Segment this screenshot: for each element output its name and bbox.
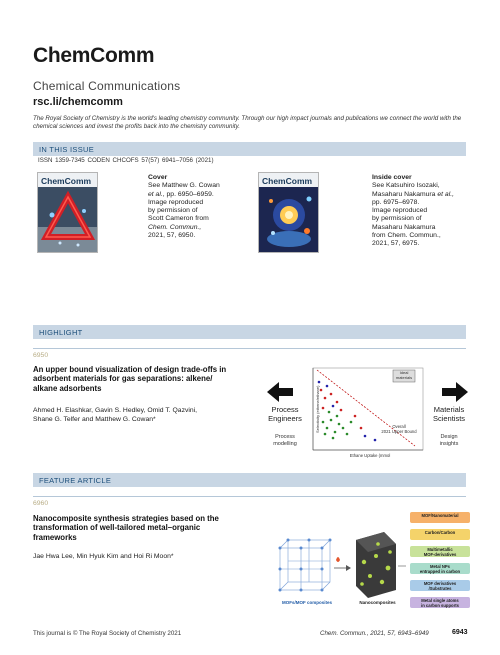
highlight-title[interactable] <box>33 365 273 393</box>
nanocomposites-caption: Nanocomposites <box>359 600 396 605</box>
feature-authors: Jae Hwa Lee, Min Hyuk Kim and Hoi Ri Moon* <box>33 553 174 560</box>
cover-caption-line: by permission of <box>148 207 198 215</box>
journal-url[interactable]: rsc.li/chemcomm <box>33 96 123 108</box>
footer-page-number: 6943 <box>452 629 468 636</box>
feature-title-line: frameworks <box>33 532 77 542</box>
section-rule <box>33 348 466 349</box>
inside-cover-caption-line: See Katsuhiro Isozaki, <box>372 182 440 190</box>
highlight-title-line: adsorbent materials for gas separations: alkene/ <box>33 374 213 384</box>
cover-caption-italic: et al. <box>148 190 163 198</box>
journal-full-name: Chemical Communications <box>33 79 181 93</box>
inside-cover-caption-line <box>372 191 472 199</box>
strategy-box <box>410 512 470 523</box>
fig-sub-line: Process <box>275 434 295 440</box>
strategy-box-line: MOF-derivatives <box>423 552 457 557</box>
feature-title-line: transformation of well-tailored metal–organic <box>33 523 201 533</box>
journal-name: ChemComm <box>33 44 155 67</box>
fig-label-line: Process <box>271 405 299 414</box>
fig-sub-line: Design <box>440 434 458 440</box>
fig-label-line: Materials <box>433 405 465 414</box>
fig-sub-line: modelling <box>273 440 297 447</box>
cover-thumbnail <box>37 172 98 253</box>
journal-tagline: The Royal Society of Chemistry is the world's leading chemistry community. Through our high impact journals and publications we connect the world with the chemical sciences and invest the profits back into the chemistry community. <box>33 115 462 130</box>
inside-cover-caption-line: Masaharu Nakamura <box>372 223 436 231</box>
strategy-box <box>410 546 470 557</box>
inside-cover-heading: Inside cover <box>372 174 412 181</box>
feature-page-number: 6960 <box>33 500 49 507</box>
cover-caption-line: 2021, 57, 6950. <box>148 232 196 240</box>
strategy-box-line: entrapped in carbon <box>419 569 461 574</box>
design-insights-label <box>428 434 470 447</box>
inside-cover-caption-line: by permission of <box>372 215 422 223</box>
process-engineers-label <box>265 406 305 423</box>
cover-artwork-triangle <box>38 187 98 253</box>
cover-caption-line: See Matthew G. Cowan <box>148 182 220 190</box>
materials-scientists-label <box>428 406 470 423</box>
inside-cover-thumb-title: ChemComm <box>259 173 318 187</box>
strategy-box-line: Multimetallic <box>427 547 453 552</box>
strategy-box-line: Metal single atoms <box>421 598 459 603</box>
strategy-box-line: MOF derivatives <box>423 581 457 586</box>
process-modelling-label <box>265 434 305 447</box>
strategy-box <box>410 563 470 574</box>
strategy-box-line: /Substrates <box>428 586 452 591</box>
fig-bound-line: 2021 Upper Bound <box>381 429 417 434</box>
footer-copyright: This journal is © The Royal Society of Chemistry 2021 <box>33 630 182 637</box>
strategy-box-line: MOF/Nanomaterial <box>421 513 459 518</box>
section-band-highlight: HIGHLIGHT <box>33 325 466 339</box>
cover-caption-text: , pp. 6950–6959. <box>162 190 214 198</box>
cover-caption-line: Chem. Commun., <box>148 223 202 231</box>
highlight-author-line: Shane G. Telfer and Matthew G. Cowan* <box>33 415 156 423</box>
fig-ideal-line: Ideal <box>399 370 409 375</box>
highlight-page-number: 6950 <box>33 352 49 359</box>
cover-caption-line <box>148 191 268 199</box>
strategy-box-line: Carbon/Carbon <box>424 530 456 535</box>
mofs-caption: MOFs/MOF composites <box>281 600 332 605</box>
feature-figure <box>272 510 472 622</box>
fig-sub-line: insights <box>439 440 459 447</box>
strategy-box <box>410 597 470 608</box>
fig-ideal-line: materials <box>395 374 413 380</box>
inside-cover-caption-text: Masaharu Nakamura <box>372 190 436 198</box>
highlight-author-line: Ahmed H. Elashkar, Gavin S. Hedley, Omid T. Qazvini, <box>33 407 198 414</box>
issn-line: ISSN 1359-7345 CODEN CHCOFS 57(57) 6941–7056 (2021) <box>38 157 214 164</box>
strategy-box-line: Metal NPs <box>429 564 450 569</box>
cover-heading: Cover <box>148 174 168 181</box>
inside-cover-caption-italic: et al., <box>435 190 454 198</box>
inside-cover-caption-line: 2021, 57, 6975. <box>372 240 420 248</box>
y-axis-label: Selectivity (ethene/ethane) <box>314 385 320 433</box>
x-axis-label: Ethane Uptake (mmol <box>349 453 391 458</box>
feature-title[interactable] <box>33 514 273 542</box>
strategy-box-line: in carbon supports <box>421 603 459 608</box>
feature-title-line: Nanocomposite synthesis strategies based on the <box>33 514 219 523</box>
section-rule <box>33 496 466 497</box>
inside-cover-caption-line: from Chem. Commun., <box>372 232 441 240</box>
cover-thumb-title: ChemComm <box>38 173 97 187</box>
fig-bound-line: Overall <box>392 424 406 429</box>
highlight-figure <box>265 362 470 472</box>
cover-caption <box>148 174 268 240</box>
strategy-box <box>410 580 470 591</box>
fig-label-line: Scientists <box>432 413 466 423</box>
highlight-authors <box>33 407 273 424</box>
cover-caption-line: Scott Cameron from <box>148 215 209 223</box>
footer-citation: Chem. Commun., 2021, 57, 6943–6949 <box>320 630 429 637</box>
inside-cover-caption-line: pp. 6975–6978. <box>372 198 420 206</box>
inside-cover-artwork <box>259 187 319 253</box>
section-band-feature-article: FEATURE ARTICLE <box>33 473 466 487</box>
highlight-title-line: An upper bound visualization of design trade-offs in <box>33 365 227 374</box>
section-band-in-this-issue: IN THIS ISSUE <box>33 142 466 156</box>
ideal-materials-label <box>393 371 415 381</box>
fig-label-line: Engineers <box>268 413 302 423</box>
inside-cover-caption <box>372 174 472 249</box>
cover-caption-line: Image reproduced <box>148 198 204 206</box>
highlight-title-line: alkane adsorbents <box>33 383 102 393</box>
strategy-box <box>410 529 470 540</box>
inside-cover-caption-line: Image reproduced <box>372 207 428 215</box>
upper-bound-label <box>377 424 421 434</box>
inside-cover-thumbnail <box>258 172 319 253</box>
